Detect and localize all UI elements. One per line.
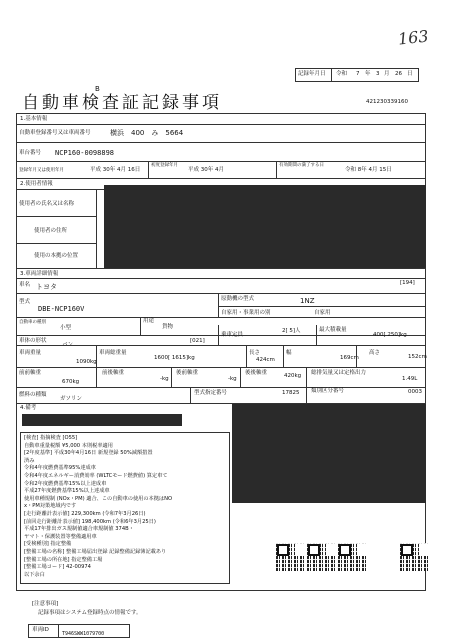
redacted-notes-block: [232, 404, 426, 503]
notes-line: 令和2年度燃費基準15%以上達成車: [24, 480, 107, 487]
notes-line: 平成17年排出ガス規制値適合車規制値 374B・: [24, 526, 134, 533]
width-label: 幅: [286, 350, 292, 356]
qr-code-1: [276, 543, 304, 571]
class-label: 類別区分番号: [311, 388, 345, 394]
body-code: [021]: [190, 338, 205, 344]
reg-value: 横浜 400 み 5664: [110, 129, 184, 137]
first-year-value: 平成 30年 4月: [188, 167, 224, 173]
maker-code: [194]: [400, 280, 415, 286]
front-rear-label: 前後軸重: [102, 370, 125, 376]
front-rear-value: -kg: [160, 376, 169, 382]
qr-code-2: [307, 543, 335, 571]
record-date-year-unit: 年: [365, 71, 371, 77]
base-location-label: 使用の本拠の位置: [34, 253, 79, 259]
notes-line: 令和4年度燃費基準95%達成車: [24, 465, 96, 472]
expiry-label: 有効期間の満了する日: [279, 163, 324, 168]
front-front-value: 670kg: [62, 379, 80, 385]
user-name-label: 使用者の氏名又は名称: [19, 201, 75, 207]
chassis-value: NCP160-0098898: [55, 149, 115, 157]
notes-line: 以下余白: [24, 571, 45, 578]
model-label: 型式: [19, 299, 31, 305]
notes-line: ヤマト・保護装置等整備適用車: [24, 533, 97, 540]
notes-line: 済み: [24, 457, 35, 464]
notice-text: 記録事項はシステム登録時点の情報です。: [38, 610, 142, 616]
notes-line: 平成27年度燃費基準15%以上達成車: [24, 488, 110, 495]
height-value: 152cm: [408, 354, 427, 360]
use-label: 用途: [143, 318, 155, 324]
car-id-label: 車両ID: [32, 627, 49, 633]
record-date-day-unit: 日: [407, 71, 413, 77]
first-reg-value: 平成 30年 4月 16日: [90, 167, 141, 173]
section-users: 2.使用者情報: [20, 181, 53, 187]
kind-value: 小型: [60, 325, 72, 331]
fuel-label: 燃料の種類: [19, 392, 47, 398]
width-value: 169cm: [340, 355, 359, 361]
length-value: 424cm: [256, 357, 275, 363]
page-title: 自動車検査証記録事項: [22, 93, 222, 113]
expiry-value: 令和 8年 4月 15日: [345, 167, 392, 173]
rear-front-label: 後前軸重: [176, 370, 199, 376]
capacity-label: 乗車定員: [221, 332, 244, 338]
record-date-year: 7: [356, 71, 360, 77]
rear-rear-label: 後後軸重: [245, 370, 268, 376]
section-basic: 1.基本情報: [20, 116, 48, 122]
engine-label: 原動機の型式: [221, 296, 255, 302]
redacted-user-info: [104, 185, 426, 268]
weight-label: 車両重量: [19, 350, 42, 356]
maker-label: 車名: [19, 282, 31, 288]
capacity-value: 2[ 5]人: [282, 328, 301, 334]
section-vehicle: 3.車両詳細情報: [20, 271, 59, 277]
notes-line: [2年度基準] 平成30年4月16日 新規登録 50%減額措置: [24, 450, 153, 457]
notes-line: [受検種別] 指定整備: [24, 541, 72, 548]
maker-value: トヨタ: [36, 283, 57, 291]
handwritten-page-number: 163: [397, 26, 430, 49]
notice-label: [注意事項]: [32, 601, 59, 607]
section-notes: 4.備考: [20, 405, 37, 411]
gross-label: 車両総重量: [99, 350, 127, 356]
kind-label: 自動車の種別: [19, 320, 46, 325]
max-load-value: 400[ 250]kg: [373, 332, 407, 338]
fuel-value: ガソリン: [60, 396, 83, 402]
engine-value: 1NZ: [300, 297, 315, 305]
doc-number: 421230339160: [366, 99, 408, 105]
user-address-label: 使用者の住所: [34, 228, 68, 234]
notes-line: [整備工場の名称] 整備工場届出登録 記録整備記録簿記載あり: [24, 549, 167, 555]
reg-label: 自動車登録番号又は車両番号: [19, 130, 91, 136]
body-label: 車体の形状: [19, 338, 47, 344]
notes-line: [前回走行距離計表示値] 198,400km (令和6年3月25日): [24, 518, 156, 525]
displacement-label: 総排気量又は定格出力: [311, 370, 367, 376]
notes-line: 使用車種規制 (NOx・PM) 適合、この自動車の使用の本拠はNO: [24, 495, 173, 502]
record-date-day: 26: [395, 71, 402, 77]
front-front-label: 前前軸重: [19, 370, 42, 376]
max-load-label: 最大積載量: [319, 327, 347, 333]
record-date-era: 令和: [336, 71, 348, 77]
gross-value: 1600[ 1615]kg: [154, 355, 195, 361]
car-id-value: T946SWW1079700: [62, 631, 105, 637]
notes-line: [走行距離計表示値] 229,300km (令和7年3月26日): [24, 511, 146, 517]
first-reg-label: 登録年月又は使用年月: [19, 168, 64, 173]
length-label: 長さ: [249, 350, 261, 356]
purpose-label: 自家用・事業用の別: [221, 310, 271, 316]
model-value: DBE-NCP160V: [38, 305, 85, 313]
weight-value: 1090kg: [76, 359, 97, 365]
redacted-notes-bar: [22, 414, 182, 426]
rear-front-value: -kg: [228, 376, 237, 382]
first-year-label: 初度登録年月: [151, 163, 178, 168]
purpose-value: 自家用: [314, 310, 331, 316]
doc-mark: B: [95, 85, 100, 93]
record-date-month: 3: [376, 71, 380, 77]
type-cert-value: 17825: [282, 390, 300, 396]
notes-line: [検査] 指摘検査 [O55]: [24, 435, 78, 441]
height-label: 高さ: [369, 350, 381, 356]
record-date-label: 記録年月日: [298, 71, 326, 77]
body-value: バン: [62, 342, 74, 348]
qr-code-3: [338, 543, 366, 571]
qr-code-4: [400, 543, 428, 571]
notes-line: x・PM対策地域内です: [24, 503, 77, 510]
rear-rear-value: 420kg: [284, 373, 302, 379]
displacement-value: 1.49L: [402, 376, 418, 382]
class-value: 0003: [408, 389, 422, 395]
chassis-label: 車台番号: [19, 150, 42, 156]
notes-line: 自動車重量税額 ¥5,000 本則税率適用: [24, 442, 113, 449]
notes-line: [整備工場コード] 42-00974: [24, 564, 91, 571]
use-value: 貨物: [162, 324, 174, 330]
type-cert-label: 型式指定番号: [194, 390, 228, 396]
record-date-month-unit: 月: [384, 71, 390, 77]
notes-line: 令和4年度エネルギー消費効率 (WLTCモード燃費値) 算定車て: [24, 473, 168, 479]
notes-line: [整備工場の所在地] 指定整備工場: [24, 556, 103, 563]
